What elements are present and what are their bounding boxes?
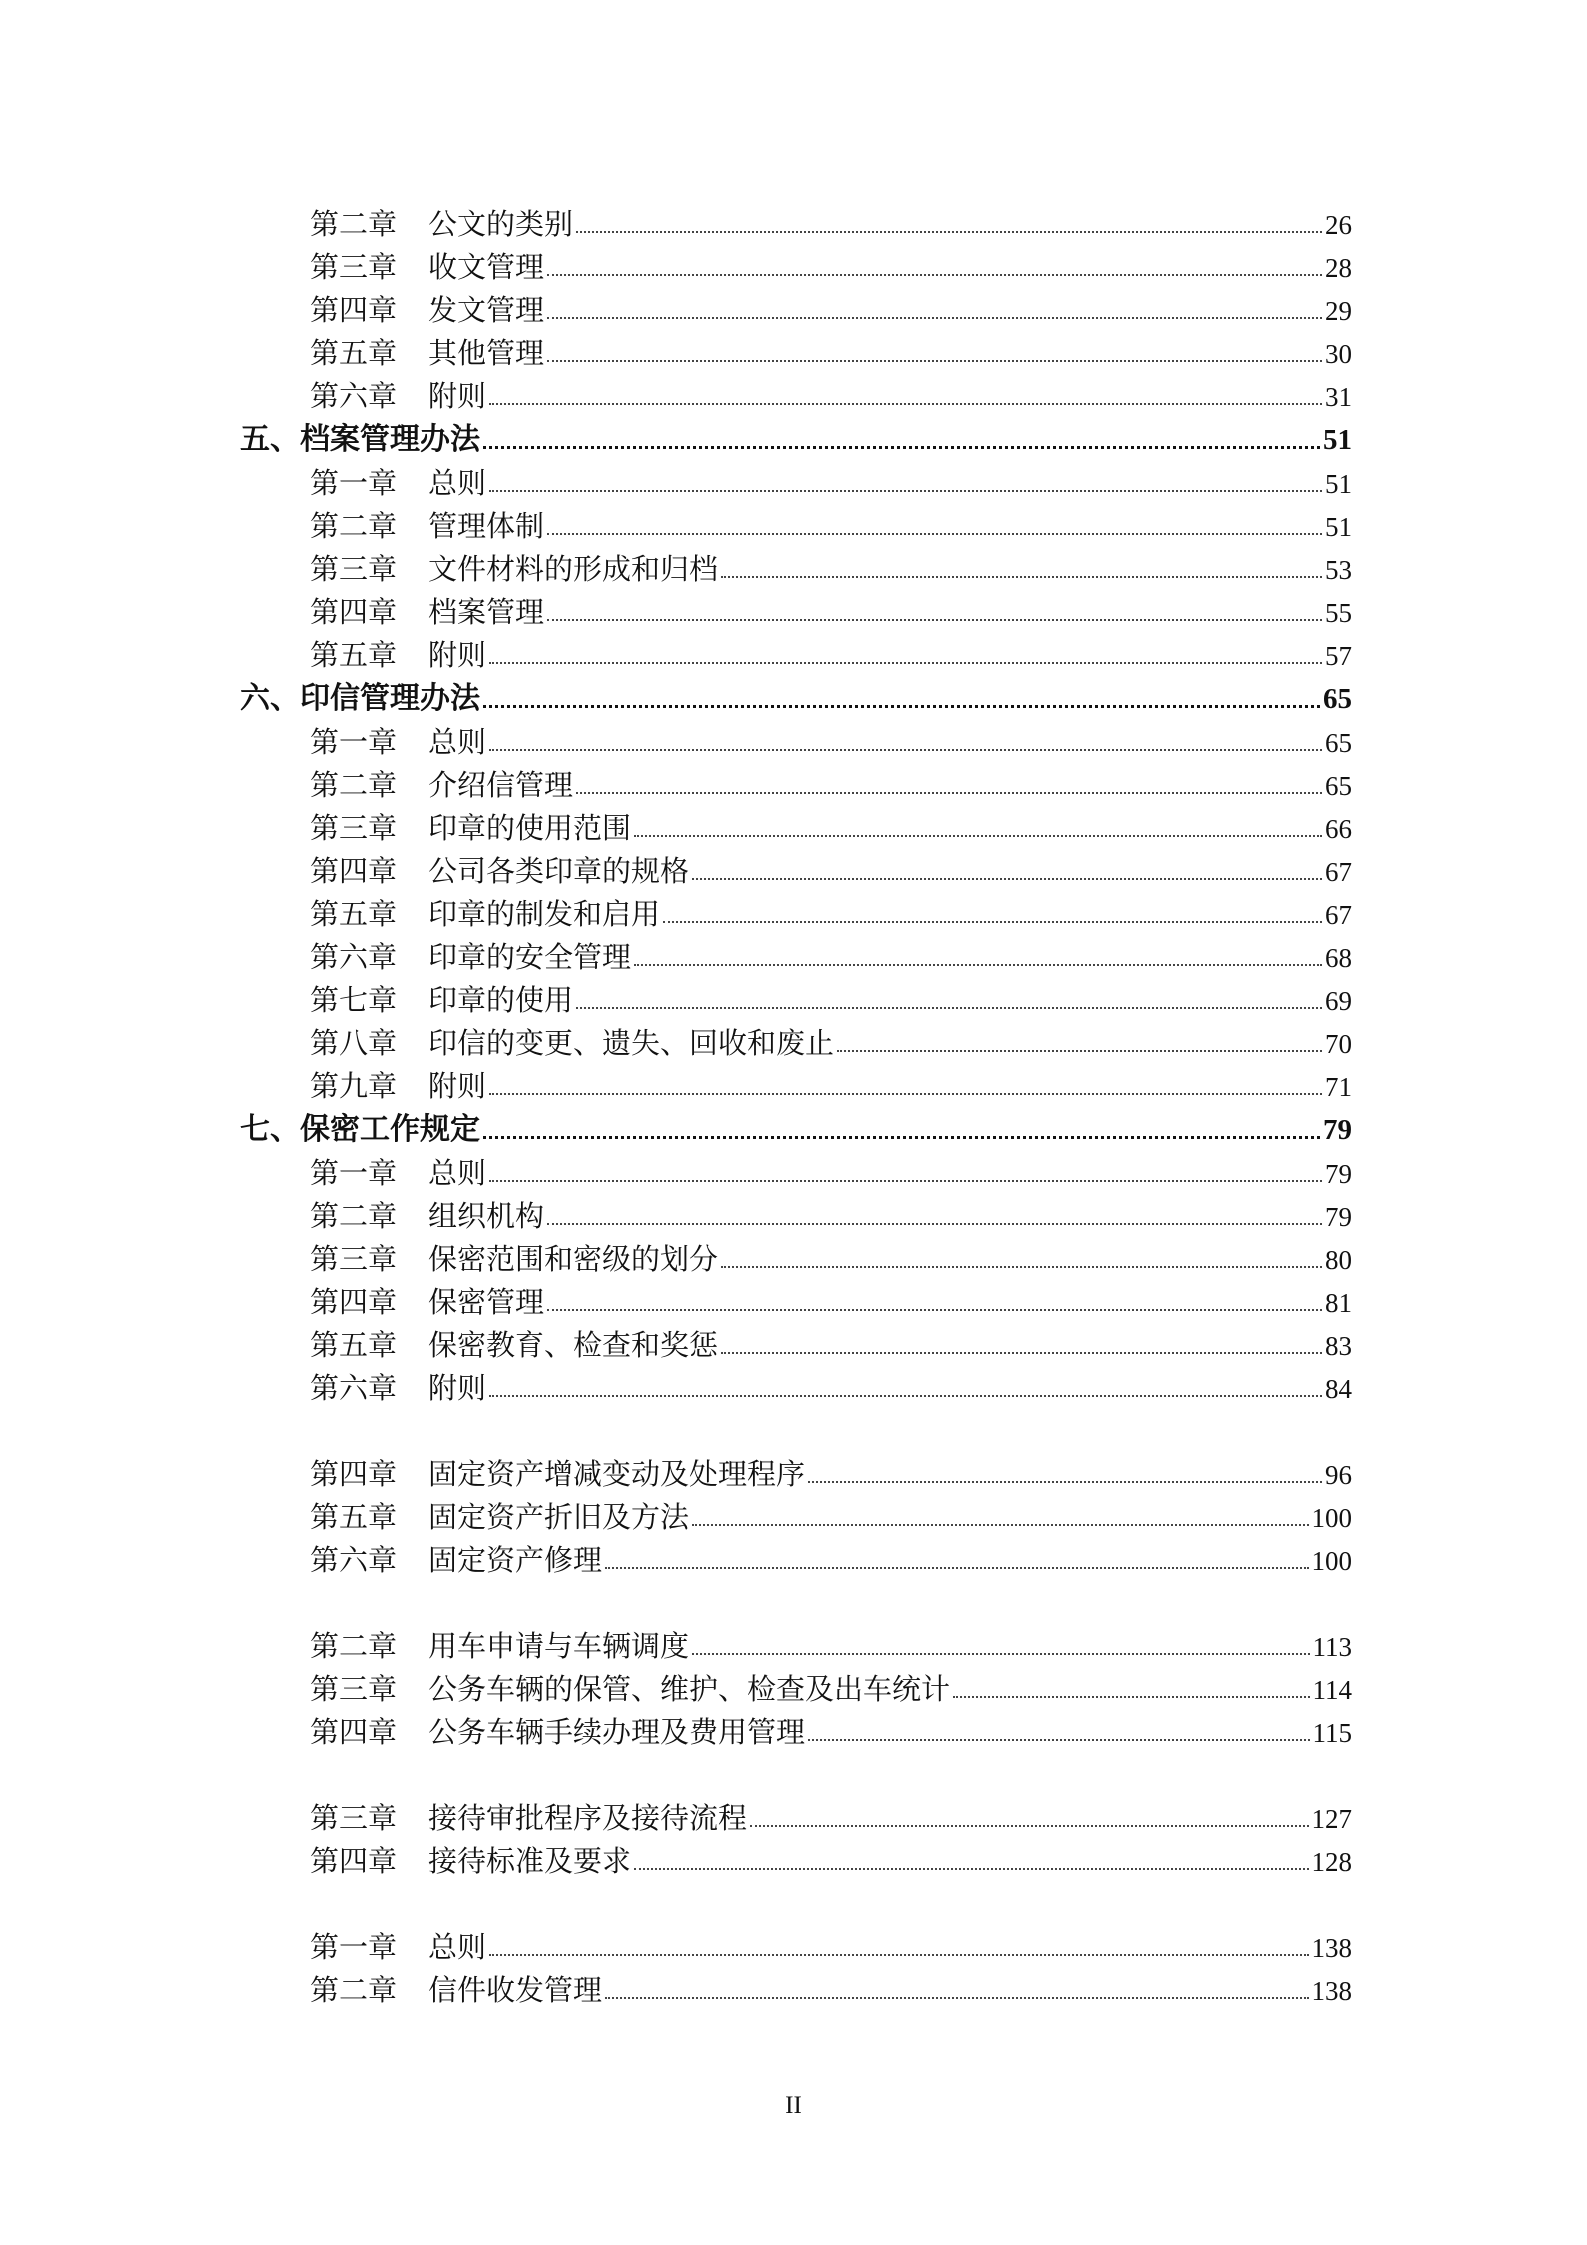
chapter-page-number: 68 xyxy=(1325,943,1352,973)
chapter-page-number: 84 xyxy=(1325,1374,1352,1404)
chapter-page-number: 71 xyxy=(1325,1072,1352,1102)
chapter-page-number: 138 xyxy=(1311,1976,1352,2006)
toc-entry[interactable] xyxy=(240,627,1352,670)
toc-entry[interactable] xyxy=(240,800,1352,843)
chapter-number: 第七章 xyxy=(310,983,398,1017)
chapter-number: 第三章 xyxy=(310,1801,398,1835)
toc-entry[interactable] xyxy=(240,1618,1352,1661)
chapter-page-number: 26 xyxy=(1325,210,1352,240)
dot-leader xyxy=(721,576,1322,578)
dot-leader xyxy=(489,403,1322,405)
toc-entry[interactable] xyxy=(240,1058,1352,1101)
dot-leader xyxy=(634,964,1322,966)
toc-entry[interactable] xyxy=(240,1962,1352,2005)
toc-entry[interactable] xyxy=(240,239,1352,282)
chapter-page-number: 70 xyxy=(1325,1029,1352,1059)
toc-entry[interactable] xyxy=(240,282,1352,325)
toc-entry[interactable] xyxy=(240,886,1352,929)
dot-leader xyxy=(547,317,1322,319)
chapter-number: 第六章 xyxy=(310,1371,398,1405)
chapter-title: 信件收发管理 xyxy=(428,1973,603,2007)
toc-entry[interactable] xyxy=(240,584,1352,627)
chapter-title: 附则 xyxy=(428,379,487,413)
dot-leader xyxy=(692,1524,1308,1526)
chapter-title: 文件材料的形成和归档 xyxy=(428,552,719,586)
dot-leader xyxy=(489,1093,1322,1095)
chapter-number: 第三章 xyxy=(310,1242,398,1276)
dot-leader xyxy=(483,1136,1320,1139)
dot-leader xyxy=(605,1997,1308,1999)
toc-entry[interactable] xyxy=(240,1360,1352,1403)
dot-leader xyxy=(721,1266,1322,1268)
dot-leader xyxy=(837,1050,1322,1052)
chapter-page-number: 53 xyxy=(1325,555,1352,585)
chapter-number: 第五章 xyxy=(310,638,398,672)
chapter-number: 第一章 xyxy=(310,1156,398,1190)
dot-leader xyxy=(576,792,1322,794)
chapter-page-number: 29 xyxy=(1325,296,1352,326)
chapter-title: 公务车辆的保管、维护、检查及出车统计 xyxy=(428,1672,951,1706)
chapter-number: 第一章 xyxy=(310,725,398,759)
chapter-title: 保密管理 xyxy=(428,1285,545,1319)
chapter-number: 第一章 xyxy=(310,466,398,500)
toc-entry[interactable] xyxy=(240,1532,1352,1575)
chapter-title: 公务车辆手续办理及费用管理 xyxy=(428,1715,806,1749)
chapter-title: 组织机构 xyxy=(428,1199,545,1233)
section-page-number: 51 xyxy=(1323,424,1352,456)
chapter-page-number: 55 xyxy=(1325,598,1352,628)
chapter-title: 印章的使用范围 xyxy=(428,811,632,845)
dot-leader xyxy=(489,749,1322,751)
chapter-number: 第四章 xyxy=(310,1457,398,1491)
chapter-page-number: 51 xyxy=(1325,512,1352,542)
chapter-page-number: 81 xyxy=(1325,1288,1352,1318)
dot-leader xyxy=(547,1223,1322,1225)
toc-entry[interactable] xyxy=(240,1188,1352,1231)
chapter-title: 保密教育、检查和奖惩 xyxy=(428,1328,719,1362)
chapter-title: 接待审批程序及接待流程 xyxy=(428,1801,748,1835)
dot-leader xyxy=(750,1825,1308,1827)
dot-leader xyxy=(605,1567,1308,1569)
dot-leader xyxy=(489,1395,1322,1397)
chapter-title: 总则 xyxy=(428,725,487,759)
toc-entry[interactable] xyxy=(240,1790,1352,1833)
dot-leader xyxy=(547,533,1322,535)
toc-entry[interactable] xyxy=(240,498,1352,541)
dot-leader xyxy=(547,274,1322,276)
chapter-page-number: 127 xyxy=(1311,1804,1352,1834)
dot-leader xyxy=(663,921,1322,923)
chapter-title: 介绍信管理 xyxy=(428,768,574,802)
toc-section-heading[interactable] xyxy=(240,411,1352,455)
dot-leader xyxy=(808,1481,1322,1483)
chapter-title: 档案管理 xyxy=(428,595,545,629)
chapter-title: 固定资产增减变动及处理程序 xyxy=(428,1457,806,1491)
chapter-page-number: 128 xyxy=(1311,1847,1352,1877)
dot-leader xyxy=(634,1868,1308,1870)
chapter-number: 第四章 xyxy=(310,293,398,327)
chapter-number: 第三章 xyxy=(310,552,398,586)
chapter-number: 第二章 xyxy=(310,768,398,802)
chapter-number: 第五章 xyxy=(310,897,398,931)
toc-entry[interactable] xyxy=(240,929,1352,972)
chapter-title: 附则 xyxy=(428,1069,487,1103)
chapter-number: 第二章 xyxy=(310,207,398,241)
toc-entry[interactable] xyxy=(240,714,1352,757)
section-gap xyxy=(240,1403,1352,1446)
chapter-number: 第三章 xyxy=(310,250,398,284)
section-title: 七、保密工作规定 xyxy=(240,1112,480,1147)
chapter-title: 接待标准及要求 xyxy=(428,1844,632,1878)
dot-leader xyxy=(489,490,1322,492)
chapter-number: 第五章 xyxy=(310,1500,398,1534)
dot-leader xyxy=(483,705,1320,708)
chapter-title: 总则 xyxy=(428,1156,487,1190)
chapter-number: 第五章 xyxy=(310,336,398,370)
dot-leader xyxy=(634,835,1322,837)
dot-leader xyxy=(547,360,1322,362)
chapter-number: 第二章 xyxy=(310,509,398,543)
toc-entry[interactable] xyxy=(240,1015,1352,1058)
chapter-title: 保密范围和密级的划分 xyxy=(428,1242,719,1276)
chapter-number: 第五章 xyxy=(310,1328,398,1362)
chapter-number: 第一章 xyxy=(310,1930,398,1964)
dot-leader xyxy=(547,1309,1322,1311)
chapter-title: 收文管理 xyxy=(428,250,545,284)
chapter-page-number: 114 xyxy=(1312,1675,1352,1705)
chapter-title: 印章的制发和启用 xyxy=(428,897,661,931)
toc-entry[interactable] xyxy=(240,972,1352,1015)
dot-leader xyxy=(692,1653,1309,1655)
dot-leader xyxy=(489,662,1322,664)
chapter-number: 第六章 xyxy=(310,379,398,413)
section-gap xyxy=(240,1575,1352,1618)
chapter-page-number: 100 xyxy=(1311,1503,1352,1533)
toc-entry[interactable] xyxy=(240,1446,1352,1489)
chapter-number: 第四章 xyxy=(310,595,398,629)
chapter-page-number: 65 xyxy=(1325,728,1352,758)
chapter-number: 第四章 xyxy=(310,854,398,888)
toc-entry[interactable] xyxy=(240,196,1352,239)
toc-entry[interactable] xyxy=(240,1317,1352,1360)
toc-entry[interactable] xyxy=(240,1274,1352,1317)
chapter-title: 发文管理 xyxy=(428,293,545,327)
section-gap xyxy=(240,1876,1352,1919)
toc-entry[interactable] xyxy=(240,1704,1352,1747)
toc-entry[interactable] xyxy=(240,1661,1352,1704)
chapter-title: 总则 xyxy=(428,466,487,500)
chapter-title: 附则 xyxy=(428,638,487,672)
dot-leader xyxy=(692,878,1322,880)
toc-entry[interactable] xyxy=(240,757,1352,800)
chapter-title: 印章的使用 xyxy=(428,983,574,1017)
chapter-page-number: 65 xyxy=(1325,771,1352,801)
chapter-page-number: 31 xyxy=(1325,382,1352,412)
toc-entry[interactable] xyxy=(240,541,1352,584)
section-page-number: 79 xyxy=(1323,1114,1352,1146)
chapter-number: 第八章 xyxy=(310,1026,398,1060)
page-number-footer: II xyxy=(785,2092,802,2119)
chapter-title: 固定资产修理 xyxy=(428,1543,603,1577)
chapter-page-number: 138 xyxy=(1311,1933,1352,1963)
chapter-page-number: 66 xyxy=(1325,814,1352,844)
dot-leader xyxy=(808,1739,1309,1741)
chapter-page-number: 69 xyxy=(1325,986,1352,1016)
chapter-number: 第六章 xyxy=(310,940,398,974)
chapter-number: 第九章 xyxy=(310,1069,398,1103)
dot-leader xyxy=(547,619,1322,621)
toc-entry[interactable] xyxy=(240,325,1352,368)
chapter-title: 附则 xyxy=(428,1371,487,1405)
chapter-page-number: 79 xyxy=(1325,1202,1352,1232)
chapter-page-number: 113 xyxy=(1312,1632,1352,1662)
dot-leader xyxy=(489,1954,1308,1956)
dot-leader xyxy=(721,1352,1322,1354)
section-gap xyxy=(240,1747,1352,1790)
chapter-number: 第二章 xyxy=(310,1973,398,2007)
chapter-page-number: 28 xyxy=(1325,253,1352,283)
toc-entry[interactable] xyxy=(240,1833,1352,1876)
chapter-page-number: 115 xyxy=(1312,1718,1352,1748)
chapter-number: 第四章 xyxy=(310,1844,398,1878)
chapter-title: 固定资产折旧及方法 xyxy=(428,1500,690,1534)
chapter-title: 总则 xyxy=(428,1930,487,1964)
section-page-number: 65 xyxy=(1323,683,1352,715)
toc-section-heading[interactable] xyxy=(240,670,1352,714)
toc-section-heading[interactable] xyxy=(240,1101,1352,1145)
table-of-contents xyxy=(240,196,1352,2005)
chapter-title: 其他管理 xyxy=(428,336,545,370)
dot-leader xyxy=(576,1007,1322,1009)
chapter-number: 第四章 xyxy=(310,1715,398,1749)
chapter-title: 用车申请与车辆调度 xyxy=(428,1629,690,1663)
chapter-page-number: 80 xyxy=(1325,1245,1352,1275)
section-title: 六、印信管理办法 xyxy=(240,681,480,716)
chapter-page-number: 51 xyxy=(1325,469,1352,499)
chapter-number: 第二章 xyxy=(310,1199,398,1233)
chapter-page-number: 57 xyxy=(1325,641,1352,671)
section-title: 五、档案管理办法 xyxy=(240,422,480,457)
toc-entry[interactable] xyxy=(240,368,1352,411)
dot-leader xyxy=(489,1180,1322,1182)
chapter-title: 管理体制 xyxy=(428,509,545,543)
toc-entry[interactable] xyxy=(240,455,1352,498)
toc-entry[interactable] xyxy=(240,843,1352,886)
chapter-page-number: 67 xyxy=(1325,857,1352,887)
chapter-title: 印信的变更、遗失、回收和废止 xyxy=(428,1026,835,1060)
toc-entry[interactable] xyxy=(240,1231,1352,1274)
chapter-page-number: 100 xyxy=(1311,1546,1352,1576)
chapter-number: 第四章 xyxy=(310,1285,398,1319)
chapter-page-number: 96 xyxy=(1325,1460,1352,1490)
toc-entry[interactable] xyxy=(240,1145,1352,1188)
chapter-title: 公司各类印章的规格 xyxy=(428,854,690,888)
dot-leader xyxy=(953,1696,1309,1698)
chapter-number: 第三章 xyxy=(310,811,398,845)
chapter-number: 第三章 xyxy=(310,1672,398,1706)
chapter-title: 印章的安全管理 xyxy=(428,940,632,974)
toc-entry[interactable] xyxy=(240,1919,1352,1962)
chapter-number: 第六章 xyxy=(310,1543,398,1577)
dot-leader xyxy=(483,446,1320,449)
dot-leader xyxy=(576,231,1322,233)
chapter-page-number: 30 xyxy=(1325,339,1352,369)
chapter-title: 公文的类别 xyxy=(428,207,574,241)
chapter-page-number: 79 xyxy=(1325,1159,1352,1189)
chapter-page-number: 67 xyxy=(1325,900,1352,930)
chapter-page-number: 83 xyxy=(1325,1331,1352,1361)
toc-entry[interactable] xyxy=(240,1489,1352,1532)
chapter-number: 第二章 xyxy=(310,1629,398,1663)
